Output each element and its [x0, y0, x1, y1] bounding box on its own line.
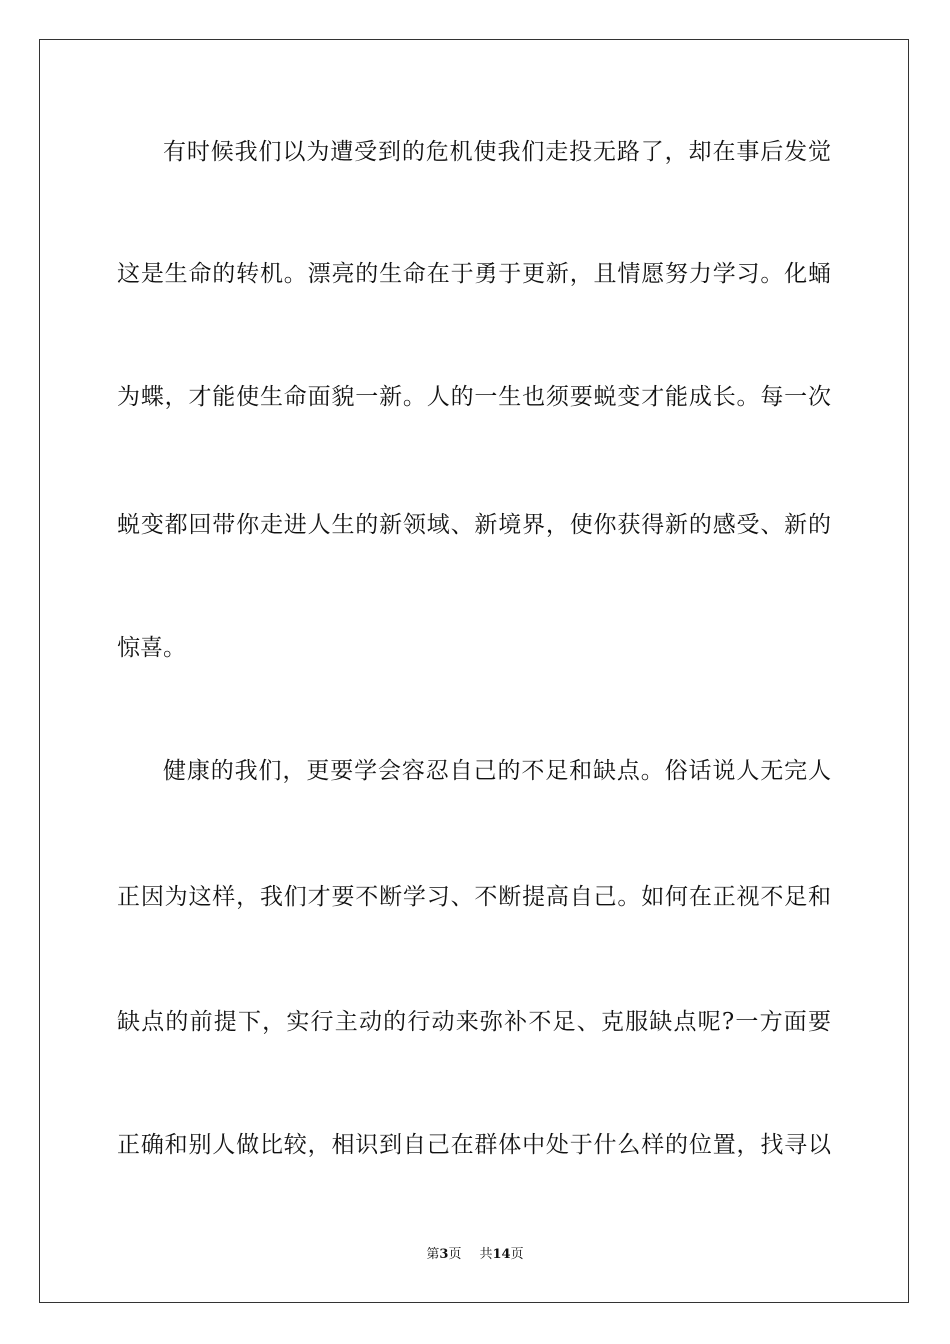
text-line: 缺点的前提下，实行主动的行动来弥补不足、克服缺点呢?一方面要	[117, 1009, 831, 1035]
text-line: 健康的我们，更要学会容忍自己的不足和缺点。俗话说人无完人	[163, 758, 831, 784]
text-line: 为蝶，才能使生命面貌一新。人的一生也须要蜕变才能成长。每一次	[117, 384, 831, 410]
text-line: 蜕变都回带你走进人生的新领域、新境界，使你获得新的感受、新的	[117, 512, 831, 538]
text-line: 有时候我们以为遭受到的危机使我们走投无路了，却在事后发觉	[163, 139, 831, 165]
page-footer	[0, 1246, 950, 1264]
total-suffix: 页	[510, 1247, 524, 1262]
text-line: 正确和别人做比较，相识到自己在群体中处于什么样的位置，找寻以	[117, 1132, 831, 1158]
text-line: 这是生命的转机。漂亮的生命在于勇于更新，且情愿努力学习。化蛹	[117, 261, 831, 287]
text-line: 惊喜。	[117, 635, 186, 661]
page-suffix: 页	[448, 1247, 462, 1262]
page-prefix: 第	[426, 1247, 440, 1262]
page-number: 3	[439, 1247, 449, 1262]
total-prefix: 共	[479, 1247, 493, 1262]
total-pages: 14	[492, 1247, 511, 1262]
text-line: 正因为这样，我们才要不断学习、不断提高自己。如何在正视不足和	[117, 884, 831, 910]
page-frame	[39, 39, 909, 1303]
